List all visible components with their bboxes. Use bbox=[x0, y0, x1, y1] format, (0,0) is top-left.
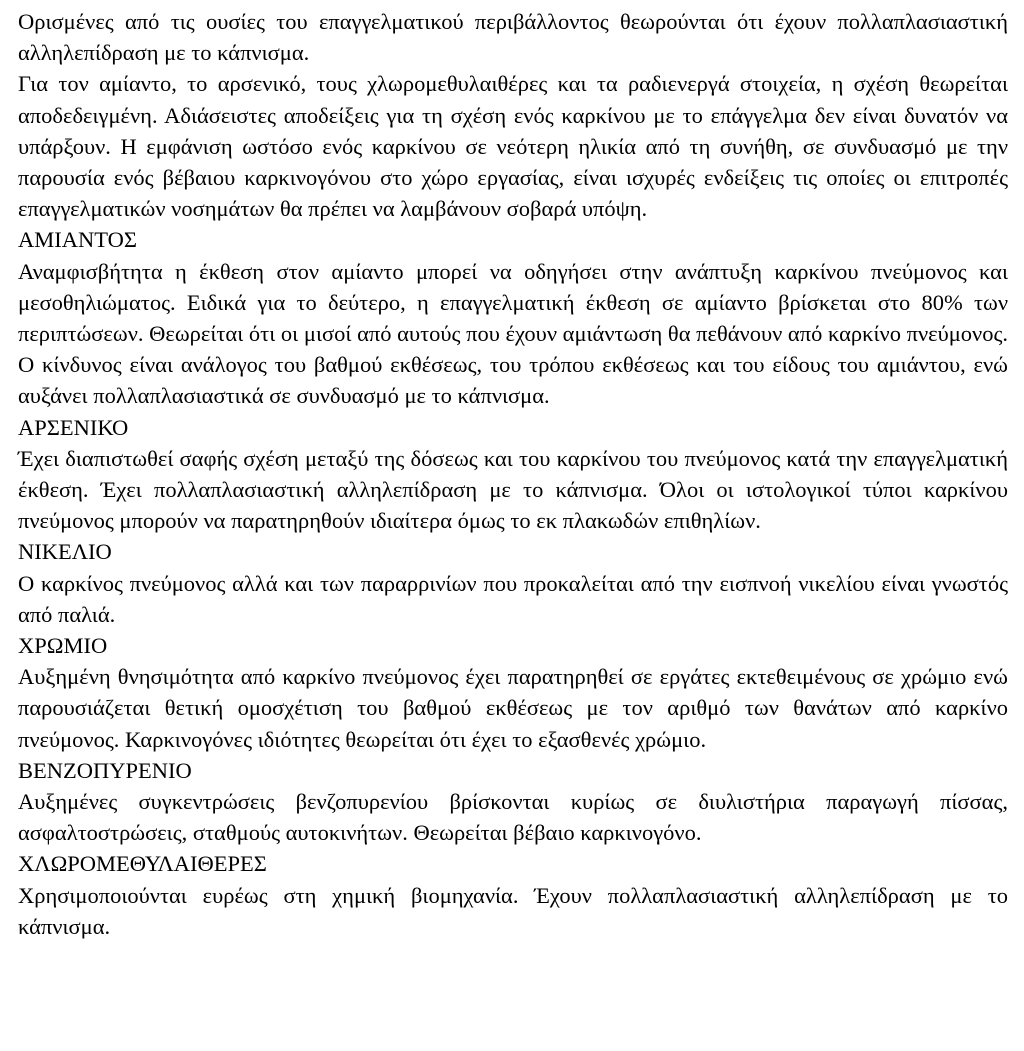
section-text-chloromethyl-ethers: Χρησιμοποιούνται ευρέως στη χημική βιομηχανία. Έχουν πολλαπλασιαστική αλληλεπίδραση με το κάπνισμα. bbox=[18, 882, 1008, 939]
section-text-nickel: Ο καρκίνος πνεύμονος αλλά και των παραρρινίων που προκαλείται από την εισπνοή νικελίου είναι γνωστός από παλιά. bbox=[18, 570, 1008, 627]
section-text-asbestos: Αναμφισβήτητα η έκθεση στον αμίαντο μπορεί να οδηγήσει στην ανάπτυξη καρκίνου πνεύμονος και μεσοθηλιώματος. Ειδικά για το δεύτερο, η επαγγελματική έκθεση σε αμίαντο βρίσκεται στο 80% των περιπτώσεων. Θεωρείται ότι οι μισοί από αυτούς που έχουν αμιάντωση θα πεθάνουν από καρκίνο πνεύμονος. Ο κίνδυνος είναι ανάλογος του βαθμού εκθέσεως, του τρόπου εκθέσεως και του είδους του αμιάντου, ενώ αυξάνει πολλαπλασιαστικά σε συνδυασμό με το κάπνισμα. bbox=[18, 258, 1008, 409]
section-heading-nickel: ΝΙΚΕΛΙΟ bbox=[18, 539, 112, 565]
section-heading-chloromethyl-ethers: ΧΛΩΡΟΜΕΘΥΛΑΙΘΕΡΕΣ bbox=[18, 851, 267, 877]
section-text-benzopyrene: Αυξημένες συγκεντρώσεις βενζοπυρενίου βρίσκονται κυρίως σε διυλιστήρια παραγωγή πίσσας, ασφαλτοστρώσεις, σταθμούς αυτοκινήτων. Θεωρείται βέβαιο καρκινογόνο. bbox=[18, 789, 1008, 846]
intro-paragraph: Ορισμένες από τις ουσίες του επαγγελματικού περιβάλλοντος θεωρούνται ότι έχουν πολλαπλασιαστική αλληλεπίδραση με το κάπνισμα. bbox=[18, 9, 1008, 66]
document-page bbox=[18, 6, 1008, 942]
intro-paragraph: Για τον αμίαντο, το αρσενικό, τους χλωρομεθυλαιθέρες και τα ραδιενεργά στοιχεία, η σχέση θεωρείται αποδεδειγμένη. Αδιάσειστες αποδείξεις για τη σχέση ενός καρκίνου με το επάγγελμα δεν είναι δυνατόν να υπάρξουν. Η εμφάνιση ωστόσο ενός καρκίνου σε νεότερη ηλικία από τη συνήθη, σε συνδυασμό με την παρουσία ενός βέβαιου καρκινογόνου στο χώρο εργασίας, είναι ισχυρές ενδείξεις τις οποίες οι επιτροπές επαγγελματικών νοσημάτων θα πρέπει να λαμβάνουν σοβαρά υπόψη. bbox=[18, 71, 1008, 222]
section-text-chromium: Αυξημένη θνησιμότητα από καρκίνο πνεύμονος έχει παρατηρηθεί σε εργάτες εκτεθειμένους σε χρώμιο ενώ παρουσιάζεται θετική ομοσχέτιση του βαθμού εκθέσεως με τον αριθμό των θανάτων από καρκίνο πνεύμονος. Καρκινογόνες ιδιότητες θεωρείται ότι έχει το εξασθενές χρώμιο. bbox=[18, 664, 1008, 752]
section-heading-benzopyrene: ΒΕΝΖΟΠΥΡΕΝΙΟ bbox=[18, 757, 192, 783]
section-heading-asbestos: ΑΜΙΑΝΤΟΣ bbox=[18, 227, 137, 253]
section-heading-chromium: ΧΡΩΜΙΟ bbox=[18, 633, 108, 659]
section-heading-arsenic: ΑΡΣΕΝΙΚΟ bbox=[18, 414, 129, 440]
section-text-arsenic: Έχει διαπιστωθεί σαφής σχέση μεταξύ της δόσεως και του καρκίνου του πνεύμονος κατά την επαγγελματική έκθεση. Έχει πολλαπλασιαστική αλληλεπίδραση με το κάπνισμα. Όλοι οι ιστολογικοί τύποι καρκίνου πνεύμονος μπορούν να παρατηρηθούν ιδιαίτερα όμως το εκ πλακωδών επιθηλίων. bbox=[18, 445, 1008, 534]
